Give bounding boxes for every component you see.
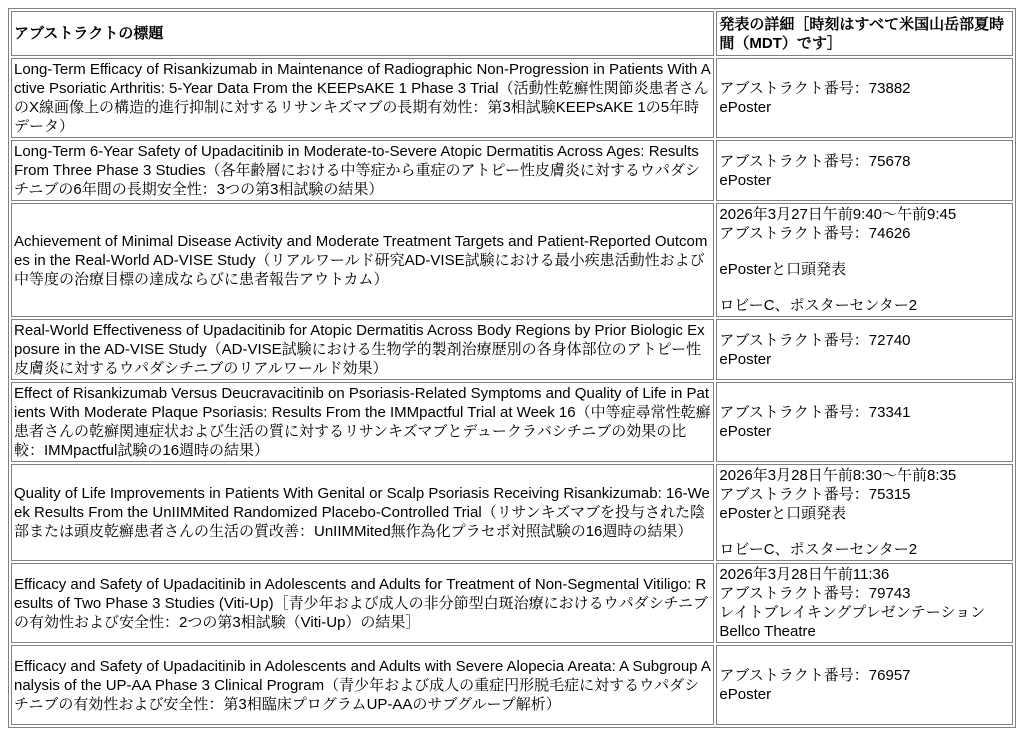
presentation-time: 2026年3月27日午前9:40～午前9:45 <box>719 206 957 223</box>
abstract-title-cell: Long-Term 6-Year Safety of Upadacitinib in Moderate-to-Severe Atopic Dermatitis Across Ages: Results From Three Phase 3 Studies（各年齢層における中等症から重症のアトピー性皮膚炎に対するウパダシチニブの6年間の長期安全性：3つの第3相試験の結果） <box>11 140 714 201</box>
table-row <box>11 464 1013 561</box>
table-row <box>11 382 1013 462</box>
presentation-format: ePoster <box>719 171 772 189</box>
presentation-format: ePosterと口頭発表 <box>719 261 847 278</box>
presentation-detail-cell <box>716 58 1013 138</box>
abstract-title-cell: Achievement of Minimal Disease Activity and Moderate Treatment Targets and Patient-Reported Outcomes in the Real-World AD-VISE Study（リアルワールド研究AD-VISE試験における最小疾患活動性および中等度の治療目標の達成ならびに患者報告アウトカム） <box>11 203 714 317</box>
header-abstract-title: アブストラクトの標題 <box>11 11 714 56</box>
abstract-number: アブストラクト番号：73882 <box>719 80 911 97</box>
presentation-location: ロビーC、ポスターセンター2 <box>719 541 918 558</box>
abstract-title-cell: Long-Term Efficacy of Risankizumab in Maintenance of Radiographic Non-Progression in Patients With Active Psoriatic Arthritis: 5-Year Data From the KEEPsAKE 1 Phase 3 Trial（活動性乾癬性関節炎患者さんのX線画像上の構造的進行抑制に対するリサンキズマブの長期有効性：第3相試験KEEPsAKE 1の5年時データ） <box>11 58 714 138</box>
abstract-number: アブストラクト番号：76957 <box>719 667 911 684</box>
presentation-detail-cell <box>716 140 1013 201</box>
table-row <box>11 645 1013 725</box>
abstract-title-cell: Quality of Life Improvements in Patients With Genital or Scalp Psoriasis Receiving Risankizumab: 16-Week Results From the UnIIMMited Randomized Placebo-Controlled Trial（リサンキズマブを投与された陰部または頭皮乾癬患者さんの生活の質改善：UnIIMMited無作為化プラセボ対照試験の16週時の結果） <box>11 464 714 561</box>
abstract-number: アブストラクト番号：72740 <box>719 331 911 349</box>
presentation-detail-cell <box>716 645 1013 725</box>
table-header-row <box>11 11 1013 56</box>
presentation-time: 2026年3月28日午前11:36 <box>719 566 890 583</box>
presentation-format: ePoster <box>719 686 772 703</box>
presentation-format: ePoster <box>719 423 772 440</box>
presentation-time: 2026年3月28日午前8:30～午前8:35 <box>719 467 957 484</box>
abstracts-table-container <box>8 8 1016 728</box>
presentation-location: ロビーC、ポスターセンター2 <box>719 297 918 314</box>
abstract-title-cell: Efficacy and Safety of Upadacitinib in Adolescents and Adults with Severe Alopecia Areata: A Subgroup Analysis of the UP-AA Phase 3 Clinical Program（青少年および成人の重症円形脱毛症に対するウパダシチニブの有効性および安全性：第3相臨床プログラムUP-AAのサブグループ解析） <box>11 645 714 725</box>
abstract-number: アブストラクト番号：79743 <box>719 585 911 602</box>
abstract-title-cell: Real-World Effectiveness of Upadacitinib for Atopic Dermatitis Across Body Regions by Prior Biologic Exposure in the AD-VISE Study（AD-VISE試験における生物学的製剤治療歴別の各身体部位のアトピー性皮膚炎に対するウパダシチニブのリアルワールド効果） <box>11 319 714 380</box>
table-row <box>11 203 1013 317</box>
abstract-number: アブストラクト番号：74626 <box>719 225 911 242</box>
abstract-number: アブストラクト番号：73341 <box>719 404 911 421</box>
presentation-detail-cell <box>716 464 1013 561</box>
table-row <box>11 140 1013 201</box>
presentation-detail-cell <box>716 319 1013 380</box>
presentation-detail-cell <box>716 382 1013 462</box>
abstracts-table <box>8 8 1016 728</box>
presentation-format: ePoster <box>719 99 772 116</box>
abstract-title-cell: Efficacy and Safety of Upadacitinib in Adolescents and Adults for Treatment of Non-Segmental Vitiligo: Results of Two Phase 3 Studies (Viti-Up)［青少年および成人の非分節型白斑治療におけるウパダシチニブの有効性および安全性：2つの第3相試験（Viti-Up）の結果］ <box>11 563 714 643</box>
table-row <box>11 319 1013 380</box>
presentation-format: レイトブレイキングプレゼンテーション <box>719 604 986 621</box>
spacer <box>719 243 1010 260</box>
presentation-detail-cell <box>716 203 1013 317</box>
abstract-title-cell: Effect of Risankizumab Versus Deucravacitinib on Psoriasis-Related Symptoms and Quality of Life in Patients With Moderate Plaque Psoriasis: Results From the IMMpactful Trial at Week 16（中等症尋常性乾癬患者さんの乾癬関連症状および生活の質に対するリサンキズマブとデュークラバシチニブの効果の比較：IMMpactful試験の16週時の結果） <box>11 382 714 462</box>
spacer <box>719 523 1010 540</box>
presentation-format: ePoster <box>719 350 772 368</box>
presentation-format: ePosterと口頭発表 <box>719 505 847 522</box>
abstract-number: アブストラクト番号：75678 <box>719 152 911 170</box>
table-row <box>11 58 1013 138</box>
presentation-location: Bellco Theatre <box>719 623 816 640</box>
spacer <box>719 279 1010 296</box>
abstract-number: アブストラクト番号：75315 <box>719 486 911 503</box>
header-presentation-details: 発表の詳細［時刻はすべて米国山岳部夏時間（MDT）です］ <box>716 11 1013 56</box>
presentation-detail-cell <box>716 563 1013 643</box>
table-row <box>11 563 1013 643</box>
